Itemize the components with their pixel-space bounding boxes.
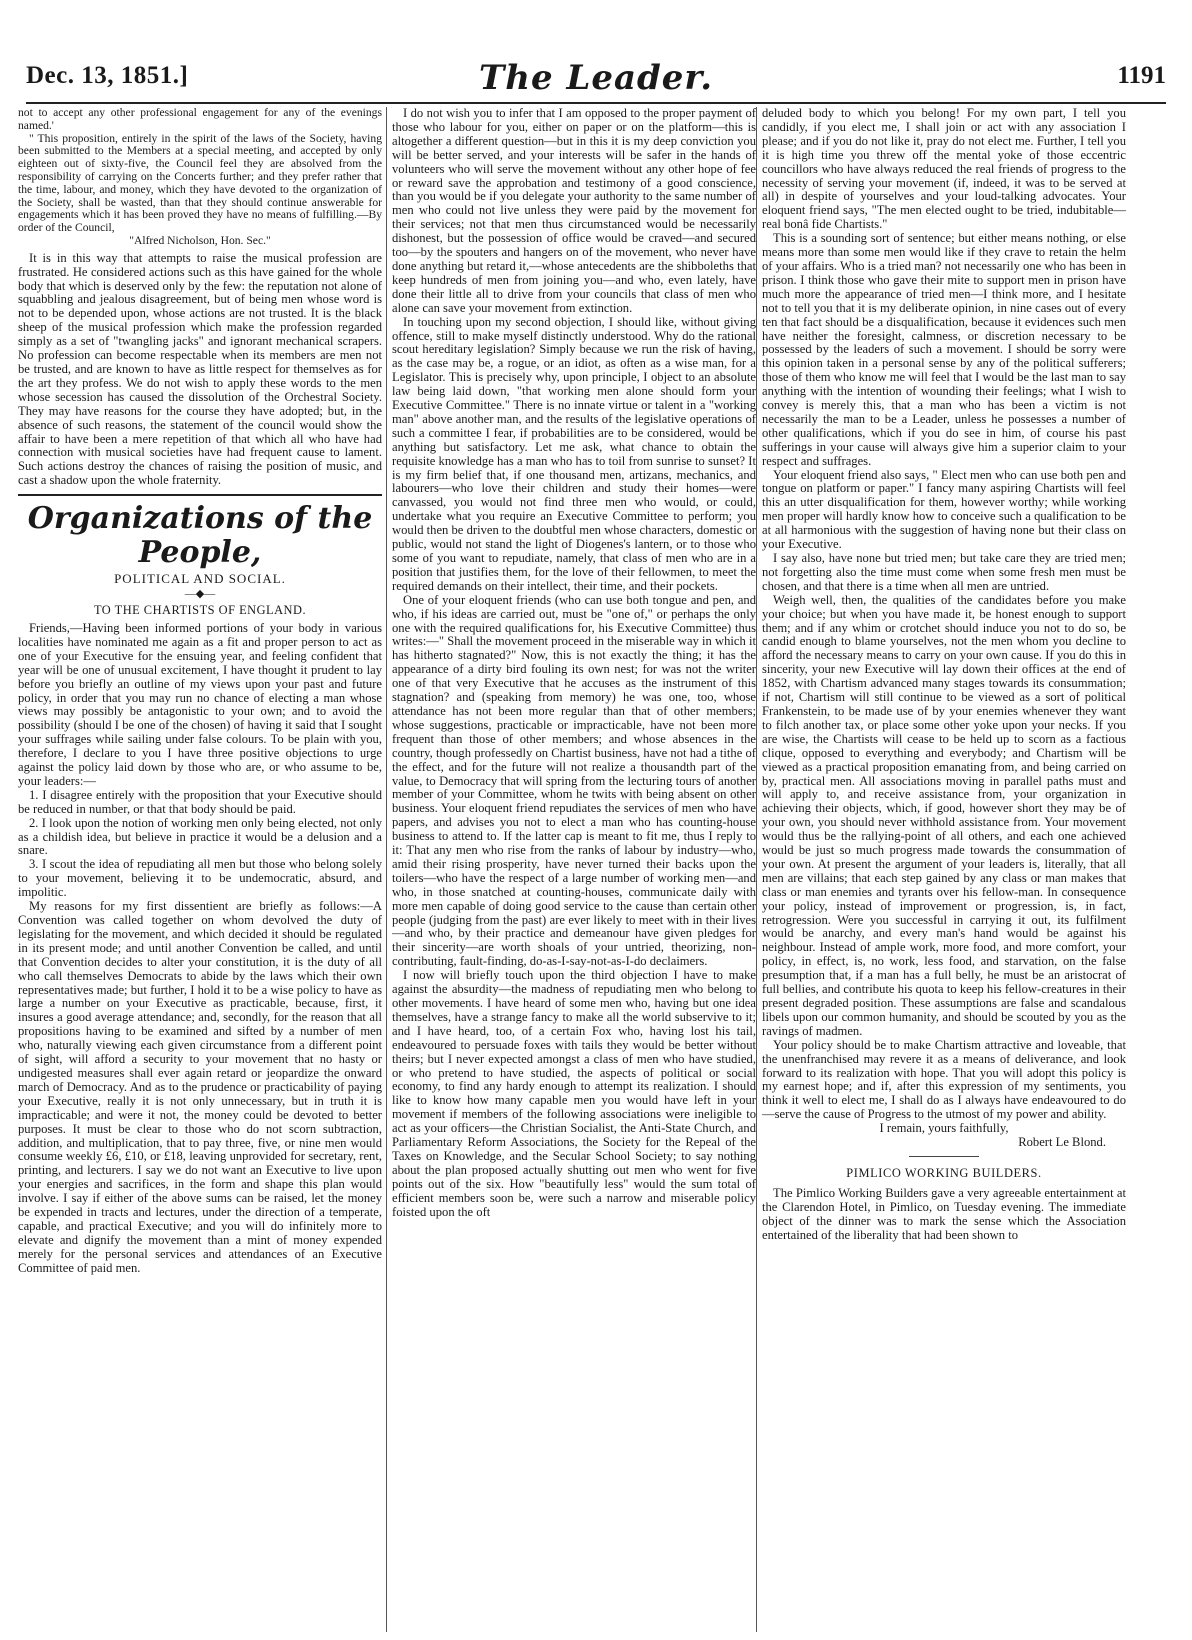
letter-paragraph: One of your eloquent friends (who can use both tongue and pen, and who, if his ideas are carried out, must be "one of," or perhaps the only one with the required qualifications for, his Executive Committee) thus writes:—" Shall the movement proceed in the miserable way in which it has hitherto stagnated?" Now, this is not exactly the thing; it has the appearance of a dirty bird fouling its own nest; for was not the writer one of that very Executive that he accuses as the instrument of this stagnation? and (speaking from memory) he was one, too, whose attendance has not been more regular than that of other members; whose suggestions, practicable or impracticable, have not been more frequent than those of other members; and whose absences in the country, though professedly on Chartist business, have not had a tithe of the effect, and for the future will not realize a thousandth part of the value, to Democracy that will spring from the lecturing tours of another member of your Committee, whom he twits with being absent on other business. Your eloquent friend repudiates the services of men who have papers, and advises you not to elect a man who has counting-house business to attend to. If the latter cap is meant to fit me, thus I reply to it: That any men who rise from the ranks of labour by industry—who, amid their rising prosperity, have never turned their backs upon the toilers—who have the respect of a large number of working men—and who, in those snatched at counting-houses, communicate daily with more men capable of doing good service to the cause than certain other people (judging from the past) are ever likely to meet with in their lives—and who, by their practice and demeanour have given pledges for their sincerity—are worth shoals of your untried, theorizing, non-contributing, fault-finding, do-as-I-say-not-as-I-do declaimers. [392,592,756,969]
column-3 [762,107,1126,1632]
masthead-rule [26,102,1166,104]
issue-date: Dec. 13, 1851.] [26,62,189,89]
quote-paragraph: " This proposition, entirely in the spirit of the laws of the Society, having been submitted to the Members at a special meeting, and accepted by only eighteen out of sixty-five, the Council feel they are absolved from the responsibility of carrying on the Concerts further; and they prefer rather that the time, labour, and money, which they have devoted to the organization of the Society, shall be wasted, than that they should continue answerable for engagements which it has been proved they have no means of fulfilling.—By order of the Council, [18,131,382,235]
letter-point: 2. I look upon the notion of working men only being elected, not only as a childish idea, but believe in practice it would be a delusion and a snare. [18,815,382,858]
letter-heading: TO THE CHARTISTS OF ENGLAND. [93,603,307,618]
column-divider [386,107,387,1632]
ornament-icon: —◆— [184,588,216,601]
letter-paragraph: I say also, have none but tried men; but take care they are tried men; not forgetting also the time must come when some fresh men must be chosen, and that there is a time when all men are untried. [762,551,1126,593]
masthead [26,58,1166,106]
column-1 [18,107,382,1632]
section-rule [18,494,382,496]
letter-paragraph: I now will briefly touch upon the third objection I have to make against the absurdity—the madness of repudiating men who belong to other movements. I have heard of some men who, having but one idea themselves, have a strange fancy to make all the world subservive to it; and I have heard, too, of a certain Fox who, having lost his tail, endeavoured to persuade foxes with tails they would be better without theirs; but I never expected amongst a class of men who have studied, or who pretend to have studied, the aspects of political or social economy, to find any hardy enough to attempt its realization. I should like to know how many capable men you would have left in your movement if members of the following associations were ineligible to act as your officers—the Christian Socialist, the Anti-State Church, and Parliamentary Reform Associations, the Society for the Repeal of the Taxes on Knowledge, and the Secular School Society; to say nothing about the plan proposed actually shutting out men who went for five points out of the six. How "beautifully less" would the sum total of efficient members soon be, were such a narrow and miserable policy foisted upon the oft [392,968,756,1219]
letter-paragraph: This is a sounding sort of sentence; but either means nothing, or else means more than some men would like if they crave to retain the helm of your affairs. Who is a tried man? not necessarily one who has been in prison. I think those who gave their mite to support men in prison have much more the appearance of tried men—I think more, and I hesitate not to tell you that it is my deliberate opinion, in nine cases out of every ten that fact should be a disqualification, because it evidences such men have neither the foresight, calmness, or discretion necessary to be possessed by the leaders of such a movement. I should be sorry were this opinion taken in a personal sense by any of the political sufferers; those of them who know me will feel that I would be the last man to say anything with the intention of wounding their feelings; what I wish to convey is merely this, that a man who has been a victim is not necessarily the man to be a Leader, unless he possesses a number of other qualifications, which if you do see in him, of course his past sufferings in your cause will always give him a superior claim to your respect and suffrages. [762,231,1126,468]
letter-paragraph: Friends,—Having been informed portions of your body in various localities have nominated me again as a fit and proper person to act as one of your Executive for the ensuing year, and feeling confident that year will be one of unusual excitement, I have thought it prudent to lay before you briefly an outline of my views upon your past and future policy, in order that you may run no chance of electing a man whose views may possibly be antagonistic to your own; and to avoid the possibility (should I be one of the chosen) of having it said that I sought your suffrages while sailing under false colours. To be plain with you, therefore, I declare to you I have three positive objections to urge against the policy laid down by those who are, or who assume to be, your leaders:— [18,620,382,788]
letter-paragraph: Your eloquent friend also says, " Elect men who can use both pen and tongue on platform or paper." I fancy many aspiring Chartists will feel this an utter disqualification for them, however worthy; while working men proper will hardly know how to conceive such a qualification to be at all harmonious with the suggestion of having none but their class on your Executive. [762,467,1126,552]
letter-paragraph: deluded body to which you belong! For my own part, I tell you candidly, if you elect me, I shall join or act with any association I please; and if you do not like it, pray do not elect me. Further, I tell you it is high time you threw off the mental yoke of those eccentric councillors who have always reduced the real friends of progress to the necessity of serving your movement (if, indeed, it was to be served at all) in despite of yourselves and your loud-talking advocates. Your eloquent friend says, "The men elected ought to be tried, indubitable—real bonâ fide Chartists." [762,107,1126,232]
section-title: Organizations of the People, [27,501,373,571]
letter-paragraph: My reasons for my first dissentient are briefly as follows:—A Convention was called together on whom devolved the duty of legislating for the movement, and which decided it should be regulated in its present mode; and until another Convention be called, and until that Convention decides to alter your constitution, it is the duty of all who call themselves Democrats to abide by the laws which their own representatives made; but further, I hold it to be a wise policy to have as large a number on your Executive as practicable, because, first, it insures a good average attendance; and, secondly, for the reason that all propositions having to be examined and sifted by a number of men who, naturally viewing each given circumstance from a different point of sight, will afford a security to your movement that no hasty or undigested measures shall ever again retard or jeopardize the onward march of Democracy. And as to the prudence or practicability of paying your Executive, really it is not only unnecessary, but in truth it is impracticable; and were it not, the money could be devoted to better purposes. It must be clear to those who do not scorn subtraction, addition, and multiplication, that to pay three, five, or nine men would consume weekly £6, £10, or £18, leaving unprovided for secretary, rent, printing, and lecturers. I say we do not want an Executive to live upon your energies and sacrifices, in the form and shape this plan would involve. I say if either of the above sums can be raised, let the money be expended in tracts and lectures, under the direction of a temperate, capable, and practical Executive; and you will do infinitely more to elevate and dignify the movement than a mint of money expended merely for the personal services and attendances of an Executive Committee of paid men. [18,899,382,1275]
letter-point: 1. I disagree entirely with the proposition that your Executive should be reduced in number, or that that body should be paid. [18,787,382,816]
quote-paragraph: not to accept any other professional engagement for any of the evenings named.' [18,107,382,132]
article-subheading: PIMLICO WORKING BUILDERS. [846,1165,1042,1180]
letter-signature: Robert Le Blond. [1018,1135,1106,1150]
letter-closing: I remain, yours faithfully, [879,1121,1009,1136]
letter-paragraph: In touching upon my second objection, I should like, without giving offence, still to make myself distinctly understood. Why do the rational scout hereditary legislation? Simply because we run the risk of having, as the case may be, a rogue, or an idiot, as often as a wise man, for a Legislator. This is precisely why, upon principle, I object to an absolute law being laid down, "that working men alone should form your Executive Committee." There is no innate virtue or talent in a "working man" above another man, and the results of the legislative operations of such a committee I fear, if probabilities are to be considered, would be anything but satisfactory. Let me ask, what chance to obtain the requisite knowledge has a man who has to toil from sunrise to sunset? It is my firm belief that, if one thousand men, artizans, mechanics, and labourers—who love their children and study their homes—were canvassed, you would not find three men who would, or could, undertake what you require an Executive Committee to perform; you would then be driven to the doubtful men whose characters, domestic or public, would not stand the light of Diogenes's lantern, or to those who some of you want to repudiate, namely, that class of men who are in a position that justifies them, for the love of their fellowmen, to meet the required demands on their intellect, their time, and their pockets. [392,314,756,593]
section-subtitle: POLITICAL AND SOCIAL. [114,571,286,587]
letter-paragraph: I do not wish you to infer that I am opposed to the proper payment of those who labour for you, either on paper or on the platform—this is altogether a different question—but in this it is my deep conviction you will be better served, and your interests will be safer in the hands of volunteers who will serve the movement without any other hope of fee or reward save the approbation and testimony of a good conscience, than you would be if you delegate your authority to the same number of men who could not live unless they were paid by the movement for their services; not that men thus circumstanced would be necessarily dishonest, but the possession of office would be craved—and secured too—by the spouters and hangers on of the movement, who never have done anything but retard it,—whose antecedents are the shibboleths that keep hundreds of men from joining you—and who, even lately, have done their little all to drive from your councils that class of men who alone can save your movement from extinction. [392,107,756,315]
letter-point: 3. I scout the idea of repudiating all men but those who belong solely to your movement, believing it to be undemocratic, absurd, and impolitic. [18,857,382,900]
column-divider [756,107,757,1632]
newspaper-title: The Leader. [478,58,714,98]
letter-paragraph: Weigh well, then, the qualities of the candidates before you make your choice; but when you have made it, be honest enough to support them; and if any whim or crotchet should induce you not to do so, be candid enough to blame yourselves, not the men whom you decline to afford the necessary means to carry on your own cause. If you do this in sincerity, your new Executive will lay down their offices at the end of 1852, with Chartism advanced many stages towards its consummation; if not, Chartism will still continue to be viewed as a sort of political Frankenstein, to be made use of by your enemies whenever they want to filch another tax, or place some other yoke upon your necks. If you are wise, the Chartists will cease to be held up to scorn as a factious clique, opposed to everything and everybody; and Chartism will be viewed as a practical proposition emanating from, and being carried on by, practical men. All associations moving in parallel paths must and will apply to, and receive assistance from, your organization in achieving their objects, which, if good, however short they may be of your own, you should never withhold assistance from. Your movement would thus be the rallying-point of all others, and each one achieved would be just so much progress made towards the consummation of your own. At present the argument of your leaders is, literally, that all men are villains; that each step gained by any class or man makes that class or man enemies and tyrants over his fellow-man. In consequence your policy, instead of improvement or progression, is, in fact, retrogression. Were you successful in carrying it out, its fulfilment would be anarchy, and every man's hand would be against his neighbour. Instead of ample work, more food, and more comfort, your policy, in effect, is, no work, less food, and starvation, on the false presumption that, if a man has a full belly, he must be an aristocrat of full bellies, and contribute his quota to keep his fellow-creatures in their present degraded position. These assumptions are false and scandalous libels upon our common humanity, and should be scouted by you as the ravings of madmen. [762,592,1126,1038]
quote-signature: "Alfred Nicholson, Hon. Sec." [129,233,271,247]
letter-paragraph: Your policy should be to make Chartism attractive and loveable, that the unenfranchised may revere it as a means of deliverance, and look forward to its realization with hope. That you will adopt this policy is my earnest hope; and if, after this expression of my sentiments, you think it well to elect me, I shall do as I always have endeavoured to do—serve the cause of Progress to the utmost of my power and ability. [762,1037,1126,1122]
column-2 [392,107,756,1632]
section-rule [909,1156,979,1157]
article-paragraph: The Pimlico Working Builders gave a very agreeable entertainment at the Clarendon Hotel, in Pimlico, on Tuesday evening. The immediate object of the dinner was to mark the sense which the Association entertained of the liberality that had been shown to [762,1185,1126,1242]
article-paragraph: It is in this way that attempts to raise the musical profession are frustrated. He considered actions such as this have gained for the whole body that which is deserved only by the few: the reputation not alone of squabbling and jealous disagreement, but of being men whose word is not to be depended upon, whose actions are not trusted. It is the black sheep of the musical profession which make the profession regarded simply as a set of "twangling jacks" and ignorant mechanical scrapers. No profession can become respectable when its members are men not be trusted, and are known to have as little respect for themselves as for the art they profess. We do not wish to apply these words to the men whose secession has caused the dissolution of the Orchestral Society. They may have reasons for the course they have adopted; but, in the absence of such reasons, the statement of the council would show the affair to have been a mere repetition of that which all who have had connection with musical societies have had frequent cause to lament. Such actions destroy the chances of raising the position of music, and cast a shadow upon the whole fraternity. [18,250,382,488]
page-number: 1191 [1117,62,1166,89]
